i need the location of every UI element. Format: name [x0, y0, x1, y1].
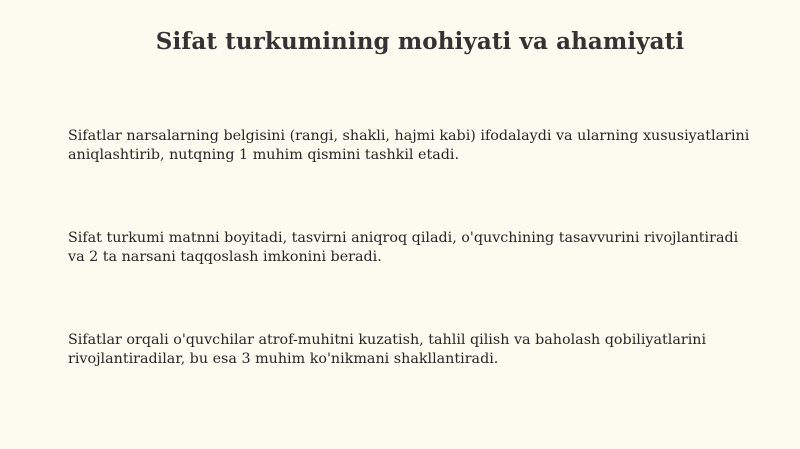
slide-title: Sifat turkumining mohiyati va ahamiyati — [155, 28, 685, 55]
paragraph-3: Sifatlar orqali o'quvchilar atrof-muhitni kuzatish, tahlil qilish va baholash qobiliyatlarini rivojlantiradilar, bu esa 3 muhim ko'nikmani shakllantiradi. — [68, 332, 707, 367]
paragraph-2: Sifat turkumi matnni boyitadi, tasvirni aniqroq qiladi, o'quvchining tasavvurini rivojlantiradi va 2 ta narsani taqqoslash imkonini beradi. — [68, 230, 739, 265]
paragraph-1: Sifatlar narsalarning belgisini (rangi, shakli, hajmi kabi) ifodalaydi va ularning xususiyatlarini aniqlashtirib, nutqning 1 muhim qismini tashkil etadi. — [68, 128, 750, 163]
